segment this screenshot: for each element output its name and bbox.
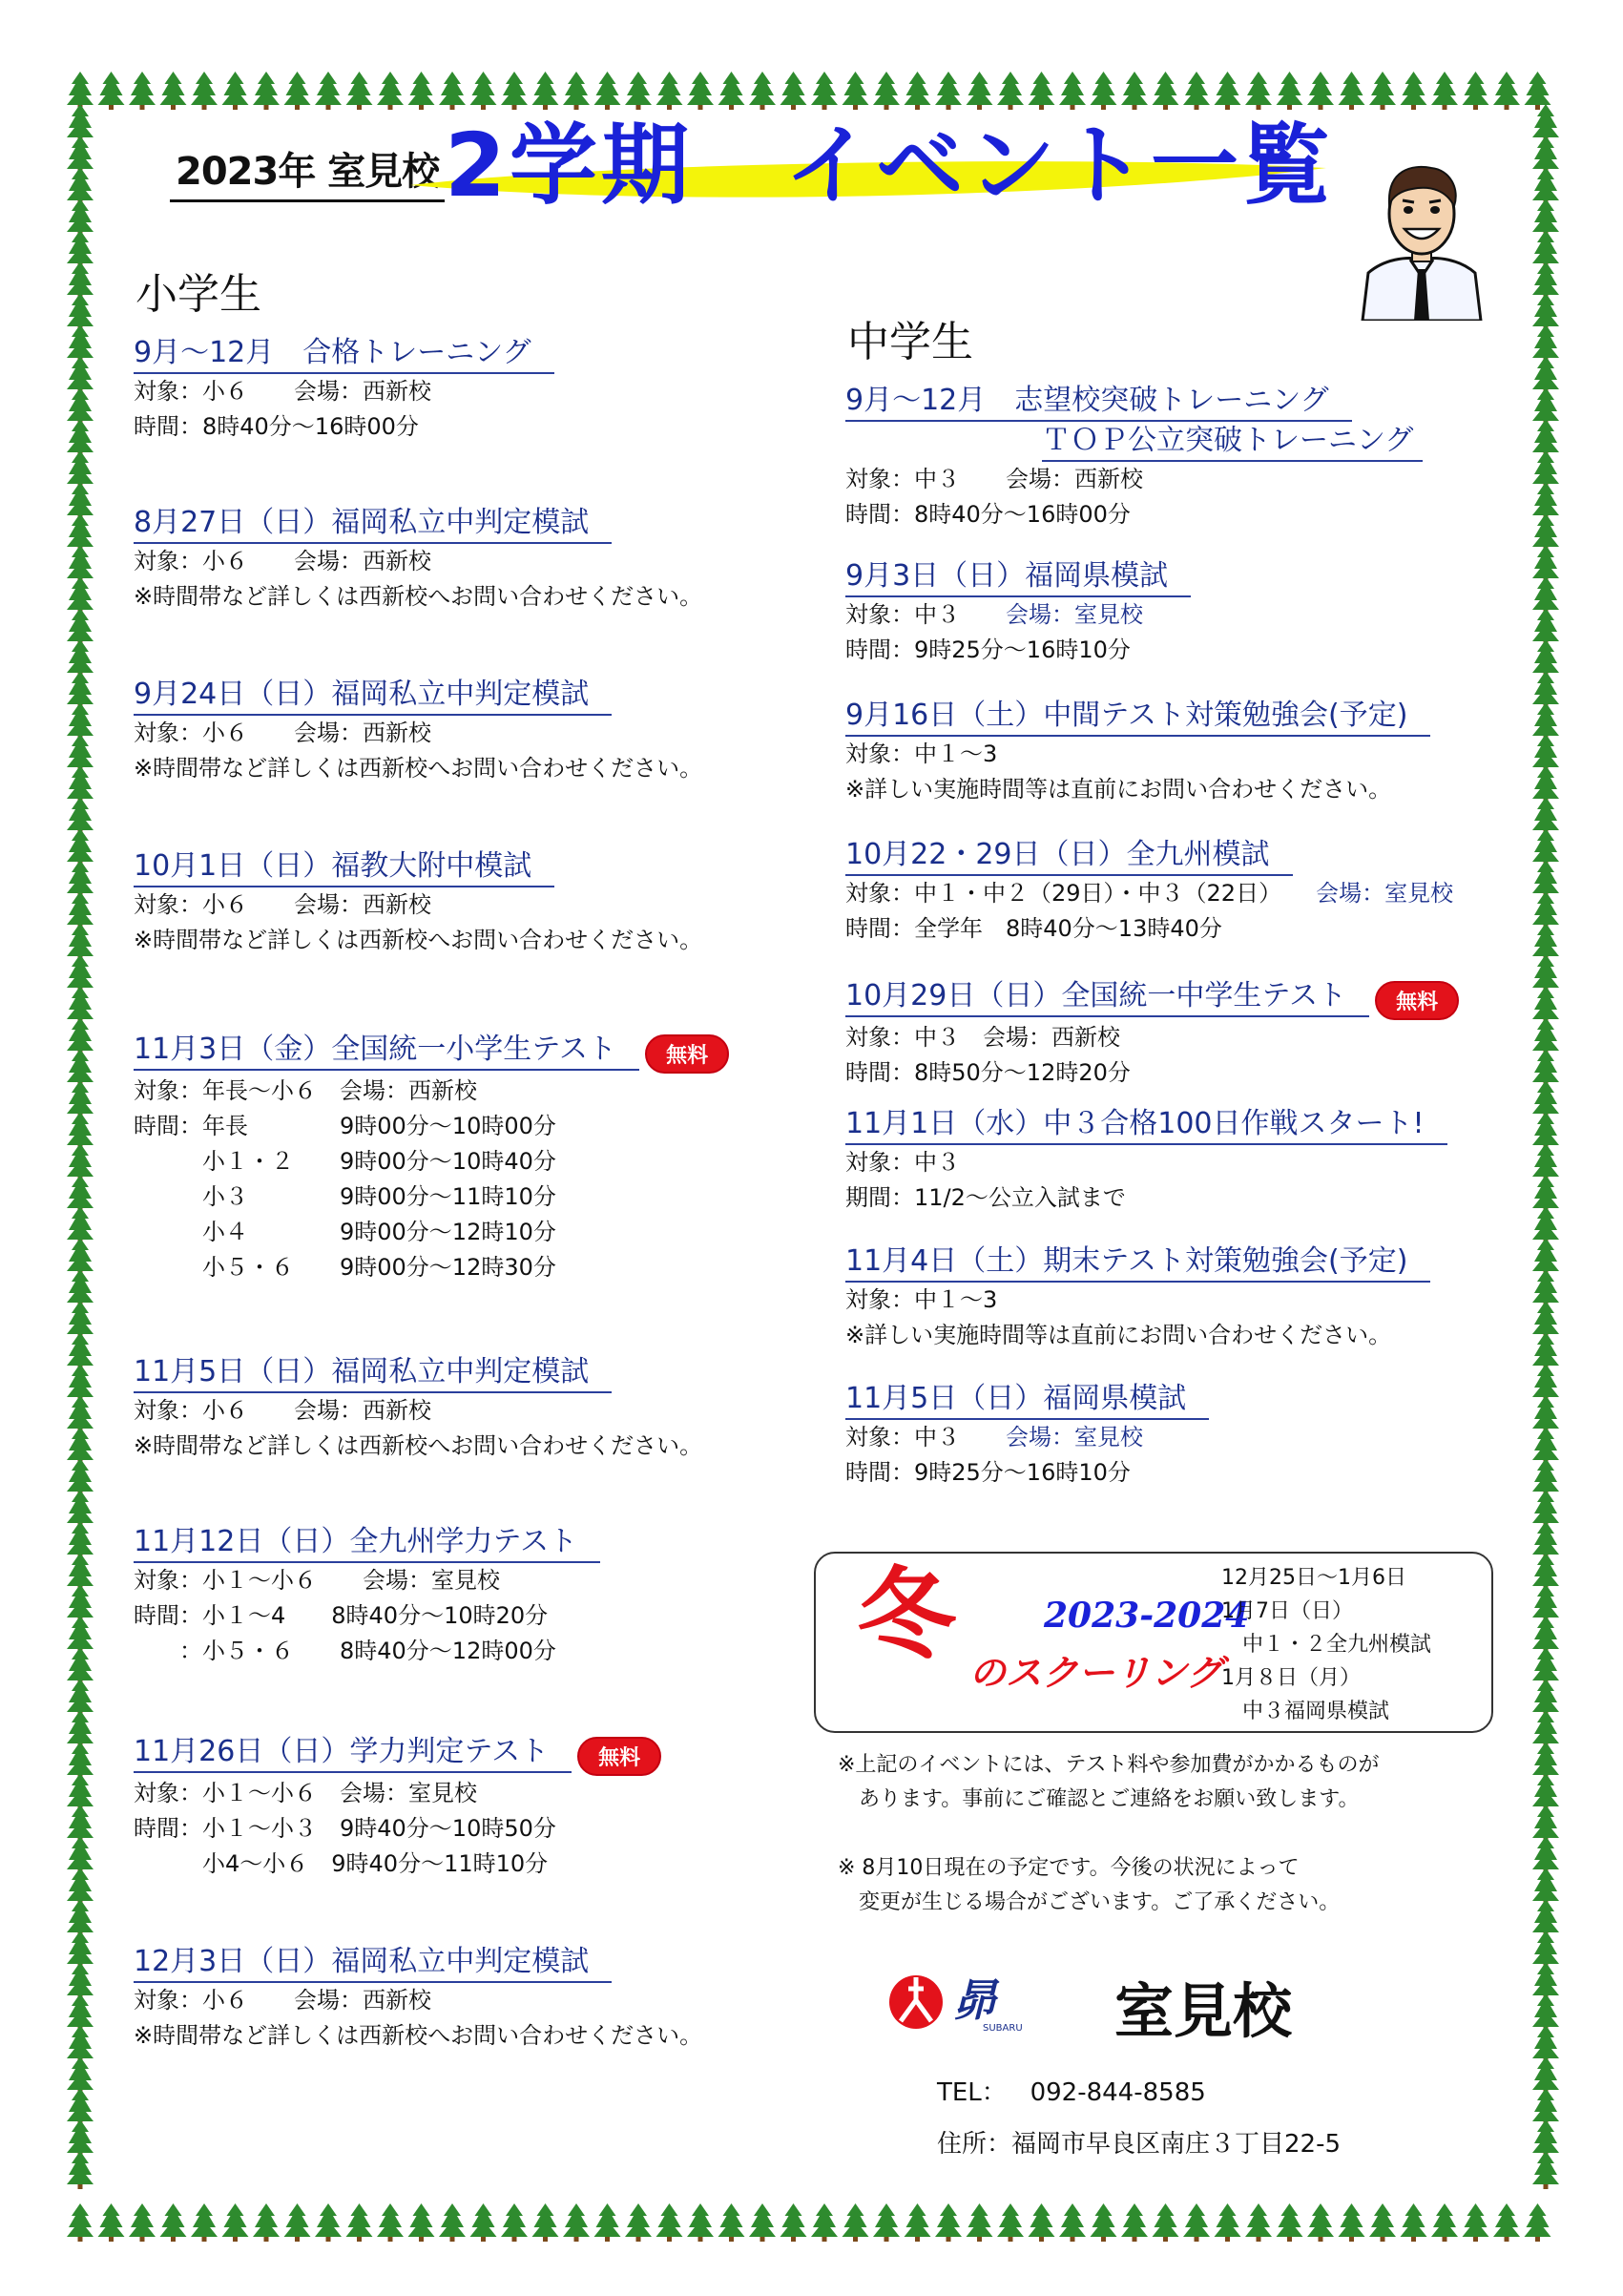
tree-icon xyxy=(967,2203,993,2242)
tree-icon xyxy=(780,72,807,110)
event-title: 10月1日（日）福教大附中模試 xyxy=(134,847,554,887)
event-detail-line: 小4～小６ 9時40分～11時10分 xyxy=(134,1850,549,1877)
tree-icon xyxy=(1339,72,1365,110)
event-title: 10月22・29日（日）全九州模試 xyxy=(845,836,1293,876)
event-detail-line: 時間：全学年 8時40分～13時40分 xyxy=(845,915,1222,942)
event-item xyxy=(134,1353,702,1464)
event-item xyxy=(845,382,1423,532)
tree-icon xyxy=(1215,2203,1241,2242)
event-item xyxy=(134,847,702,958)
tree-icon xyxy=(377,2203,404,2242)
event-title: 11月4日（土）期末テスト対策勉強会(予定) xyxy=(845,1242,1430,1283)
tree-icon xyxy=(594,2203,621,2242)
event-detail-line: 小４ 9時00分～12時10分 xyxy=(134,1219,556,1245)
tree-icon xyxy=(967,72,993,110)
tree-icon xyxy=(656,2203,683,2242)
event-detail-line: 小３ 9時00分～11時10分 xyxy=(134,1183,556,1210)
tree-icon xyxy=(873,2203,900,2242)
event-detail-line: 小１・２ 9時00分～10時40分 xyxy=(134,1148,556,1175)
tree-icon xyxy=(346,72,373,110)
event-item xyxy=(845,1105,1447,1216)
tree-icon xyxy=(98,2203,125,2242)
event-detail-line: 時間：9時25分～16時10分 xyxy=(845,637,1131,663)
tree-icon xyxy=(470,2203,497,2242)
tree-icon xyxy=(687,2203,714,2242)
event-detail-line: ※時間帯など詳しくは西新校へお問い合わせください。 xyxy=(134,1432,703,1459)
event-item xyxy=(134,334,554,445)
winter-details: 12月25日～1月6日 1月7日（日） 中１・２全九州模試 1月８日（月） 中３福岡県模試 xyxy=(1221,1566,1432,1723)
tree-icon xyxy=(191,2203,218,2242)
event-detail-line: ※時間帯など詳しくは西新校へお問い合わせください。 xyxy=(134,2022,703,2049)
event-item xyxy=(134,504,702,615)
tree-icon xyxy=(408,2203,435,2242)
event-item xyxy=(845,557,1191,668)
event-detail-line: 対象：小６ 会場：西新校 xyxy=(134,1987,431,2014)
tree-icon xyxy=(563,72,590,110)
winter-years: 2023-2024 xyxy=(1044,1596,1250,1636)
logo-subtext: SUBARU xyxy=(983,2023,1023,2034)
tree-icon xyxy=(284,72,311,110)
tree-icon xyxy=(1307,2203,1334,2242)
event-title: 11月5日（日）福岡私立中判定模試 xyxy=(134,1353,612,1393)
tree-icon xyxy=(811,2203,838,2242)
event-title: 9月24日（日）福岡私立中判定模試 xyxy=(134,676,612,716)
telephone xyxy=(937,2073,1206,2108)
tree-icon xyxy=(501,72,528,110)
event-item xyxy=(845,697,1430,807)
event-item xyxy=(845,977,1459,1091)
event-item xyxy=(134,1943,702,2054)
tree-icon xyxy=(1153,2203,1179,2242)
tree-icon xyxy=(1277,2203,1303,2242)
tree-icon xyxy=(1369,2203,1396,2242)
address: 住所：福岡市早良区南庄３丁目22-5 xyxy=(937,2130,1342,2159)
tree-icon xyxy=(439,2203,466,2242)
event-title: 11月5日（日）福岡県模試 xyxy=(845,1380,1209,1420)
tree-icon xyxy=(284,2203,311,2242)
tree-icon xyxy=(1525,2203,1551,2242)
tree-icon xyxy=(501,2203,528,2242)
tree-icon xyxy=(1401,72,1427,110)
tree-icon xyxy=(1431,2203,1458,2242)
tree-icon xyxy=(1401,2203,1427,2242)
free-badge: 無料 xyxy=(1375,981,1459,1020)
event-title: 9月16日（土）中間テスト対策勉強会(予定) xyxy=(845,697,1430,737)
tree-icon xyxy=(1121,2203,1148,2242)
tree-icon xyxy=(532,2203,559,2242)
subaru-logo xyxy=(887,1968,1038,2036)
elementary-heading: 小学生 xyxy=(135,270,261,319)
tree-icon xyxy=(1153,72,1179,110)
tree-icon xyxy=(160,72,187,110)
tree-icon xyxy=(253,2203,280,2242)
tree-icon xyxy=(1183,72,1210,110)
event-detail-line: 対象：中３ 会場：西新校 xyxy=(845,466,1143,492)
event-item xyxy=(134,1031,729,1285)
event-detail-line: ※時間帯など詳しくは西新校へお問い合わせください。 xyxy=(134,755,703,782)
tree-icon xyxy=(160,2203,187,2242)
tree-icon xyxy=(1215,72,1241,110)
year-school-label: 2023年 室見校 xyxy=(170,141,445,202)
event-item xyxy=(845,1380,1209,1491)
tree-icon xyxy=(129,2203,156,2242)
tree-icon xyxy=(1245,72,1272,110)
tree-icon xyxy=(563,2203,590,2242)
tree-icon xyxy=(1463,72,1489,110)
tree-icon xyxy=(780,2203,807,2242)
tree-icon xyxy=(67,2151,94,2189)
page-title: 2学期 イベント一覧 xyxy=(445,115,1335,217)
tree-icon xyxy=(843,2203,869,2242)
tree-icon xyxy=(1029,72,1055,110)
event-title: 12月3日（日）福岡私立中判定模試 xyxy=(134,1943,612,1983)
tree-icon xyxy=(625,2203,652,2242)
tree-icon xyxy=(1369,72,1396,110)
tree-icon xyxy=(1307,72,1334,110)
event-detail-line: 対象：小６ 会場：西新校 xyxy=(134,1397,431,1424)
tree-icon xyxy=(1183,2203,1210,2242)
event-detail-line: ※時間帯など詳しくは西新校へお問い合わせください。 xyxy=(134,583,703,610)
free-badge: 無料 xyxy=(645,1034,729,1074)
tree-icon xyxy=(439,72,466,110)
tree-icon xyxy=(191,72,218,110)
event-detail-line: 対象：中１・中２（29日）・中３（22日） 会場：室見校 xyxy=(845,880,1454,907)
tel-number: 092-844-8585 xyxy=(1030,2078,1206,2107)
tree-icon xyxy=(346,2203,373,2242)
event-detail-line: ※詳しい実施時間等は直前にお問い合わせください。 xyxy=(845,776,1392,803)
event-detail-line: 時間：8時40分～16時00分 xyxy=(134,413,419,440)
event-title: 9月～12月 合格トレーニング xyxy=(134,334,554,374)
tree-icon xyxy=(470,72,497,110)
event-detail-line: 時間：8時50分～12時20分 xyxy=(845,1059,1131,1086)
event-detail-line: 対象：中３ 会場：室見校 xyxy=(845,1424,1143,1451)
event-title: 11月12日（日）全九州学力テスト xyxy=(134,1523,600,1563)
tree-icon xyxy=(594,72,621,110)
event-item xyxy=(134,676,702,786)
tree-icon xyxy=(222,2203,249,2242)
event-detail-line: 対象：小６ 会場：西新校 xyxy=(134,378,431,405)
tree-icon xyxy=(997,72,1024,110)
school-name: 室見校 xyxy=(1114,1976,1293,2046)
event-detail-line: 対象：小６ 会場：西新校 xyxy=(134,891,431,918)
event-detail-line: 対象：小１～小６ 会場：室見校 xyxy=(134,1567,500,1594)
tree-icon xyxy=(1245,2203,1272,2242)
teacher-avatar xyxy=(1355,160,1488,321)
tree-icon xyxy=(905,2203,931,2242)
tree-icon xyxy=(315,2203,342,2242)
tree-icon xyxy=(843,72,869,110)
event-detail-line: 小５・６ 9時00分～12時30分 xyxy=(134,1254,556,1281)
tree-icon xyxy=(687,72,714,110)
event-item xyxy=(845,1242,1430,1353)
event-detail-line: 時間：小１～4 8時40分～10時20分 xyxy=(134,1602,549,1629)
tree-icon xyxy=(1059,2203,1086,2242)
event-detail-line: 対象：中１～3 xyxy=(845,1286,998,1313)
junior-high-heading: 中学生 xyxy=(847,318,973,366)
tree-icon xyxy=(1029,2203,1055,2242)
event-title-sub: ＴＯＰ公立突破トレーニング xyxy=(1042,422,1423,462)
tree-icon xyxy=(1532,2151,1559,2189)
tree-icon xyxy=(1493,2203,1520,2242)
event-detail-line: 対象：中３ 会場：室見校 xyxy=(845,601,1143,628)
event-detail-line: 時間：小１～小３ 9時40分～10時50分 xyxy=(134,1815,556,1842)
tree-icon xyxy=(718,2203,745,2242)
tree-icon xyxy=(532,72,559,110)
event-item xyxy=(845,836,1453,947)
event-title: 11月1日（水）中３合格100日作戦スタート! xyxy=(845,1105,1447,1145)
tree-icon xyxy=(408,72,435,110)
event-item xyxy=(134,1733,661,1882)
tree-icon xyxy=(749,72,776,110)
event-detail-line: ※時間帯など詳しくは西新校へお問い合わせください。 xyxy=(134,927,703,953)
tree-icon xyxy=(997,2203,1024,2242)
tel-label: TEL： xyxy=(937,2078,1007,2107)
tree-icon xyxy=(377,72,404,110)
tree-icon xyxy=(222,72,249,110)
tree-icon xyxy=(718,72,745,110)
tree-icon xyxy=(315,72,342,110)
event-detail-line: 時間：8時40分～16時00分 xyxy=(845,501,1131,528)
event-detail-line: 対象：小１～小６ 会場：室見校 xyxy=(134,1780,477,1806)
tree-icon xyxy=(935,72,962,110)
tree-icon xyxy=(625,72,652,110)
event-detail-line: 対象：年長～小６ 会場：西新校 xyxy=(134,1077,477,1104)
event-detail-line: 対象：小６ 会場：西新校 xyxy=(134,548,431,574)
event-detail-line: 対象：中１～3 xyxy=(845,741,998,767)
tree-icon xyxy=(935,2203,962,2242)
event-title: 8月27日（日）福岡私立中判定模試 xyxy=(134,504,612,544)
tree-icon xyxy=(253,72,280,110)
logo-text: 昴 xyxy=(952,1974,996,2026)
notes-text: ※上記のイベントには、テスト料や参加費がかかるものが あります。事前にご確認とご連絡をお願い致します。 ※ 8月10日現在の予定です。今後の状況によって 変更が生じる場合がございます。ご了承ください。 xyxy=(838,1753,1380,1914)
tree-icon xyxy=(811,72,838,110)
tree-icon xyxy=(1339,2203,1365,2242)
tree-icon xyxy=(873,72,900,110)
tree-icon xyxy=(1277,72,1303,110)
tree-icon xyxy=(749,2203,776,2242)
event-detail-line: 対象：中３ 会場：西新校 xyxy=(845,1024,1120,1051)
free-badge: 無料 xyxy=(577,1737,661,1776)
event-detail-line: 時間：9時25分～16時10分 xyxy=(845,1459,1131,1486)
tree-icon xyxy=(1431,72,1458,110)
event-detail-line: ※詳しい実施時間等は直前にお問い合わせください。 xyxy=(845,1322,1392,1348)
tree-icon xyxy=(656,72,683,110)
event-detail-line: 時間：年長 9時00分～10時00分 xyxy=(134,1113,556,1139)
tree-icon xyxy=(905,72,931,110)
winter-subtitle: のスクーリング xyxy=(969,1652,1223,1694)
event-detail-line: 対象：中３ xyxy=(845,1149,960,1176)
tree-icon xyxy=(98,72,125,110)
event-title: 9月3日（日）福岡県模試 xyxy=(845,557,1191,597)
tree-icon xyxy=(1091,2203,1117,2242)
event-detail-line: 期間：11/2～公立入試まで xyxy=(845,1184,1126,1211)
event-title: 11月3日（金）全国統一小学生テスト xyxy=(134,1031,639,1071)
event-detail-line: ：小５・６ 8時40分～12時00分 xyxy=(134,1638,556,1664)
event-item xyxy=(134,1523,600,1669)
tree-icon xyxy=(1121,72,1148,110)
tree-icon xyxy=(1525,72,1551,110)
event-title: 11月26日（日）学力判定テスト xyxy=(134,1733,572,1773)
winter-kanji: 冬 xyxy=(857,1556,957,1673)
tree-icon xyxy=(67,2203,94,2242)
tree-icon xyxy=(1493,72,1520,110)
event-title: 9月～12月 志望校突破トレーニング xyxy=(845,382,1352,422)
tree-icon xyxy=(1059,72,1086,110)
tree-icon xyxy=(129,72,156,110)
tree-icon xyxy=(1463,2203,1489,2242)
tree-icon xyxy=(1091,72,1117,110)
event-title: 10月29日（日）全国統一中学生テスト xyxy=(845,977,1369,1017)
event-detail-line: 対象：小６ 会場：西新校 xyxy=(134,720,431,746)
